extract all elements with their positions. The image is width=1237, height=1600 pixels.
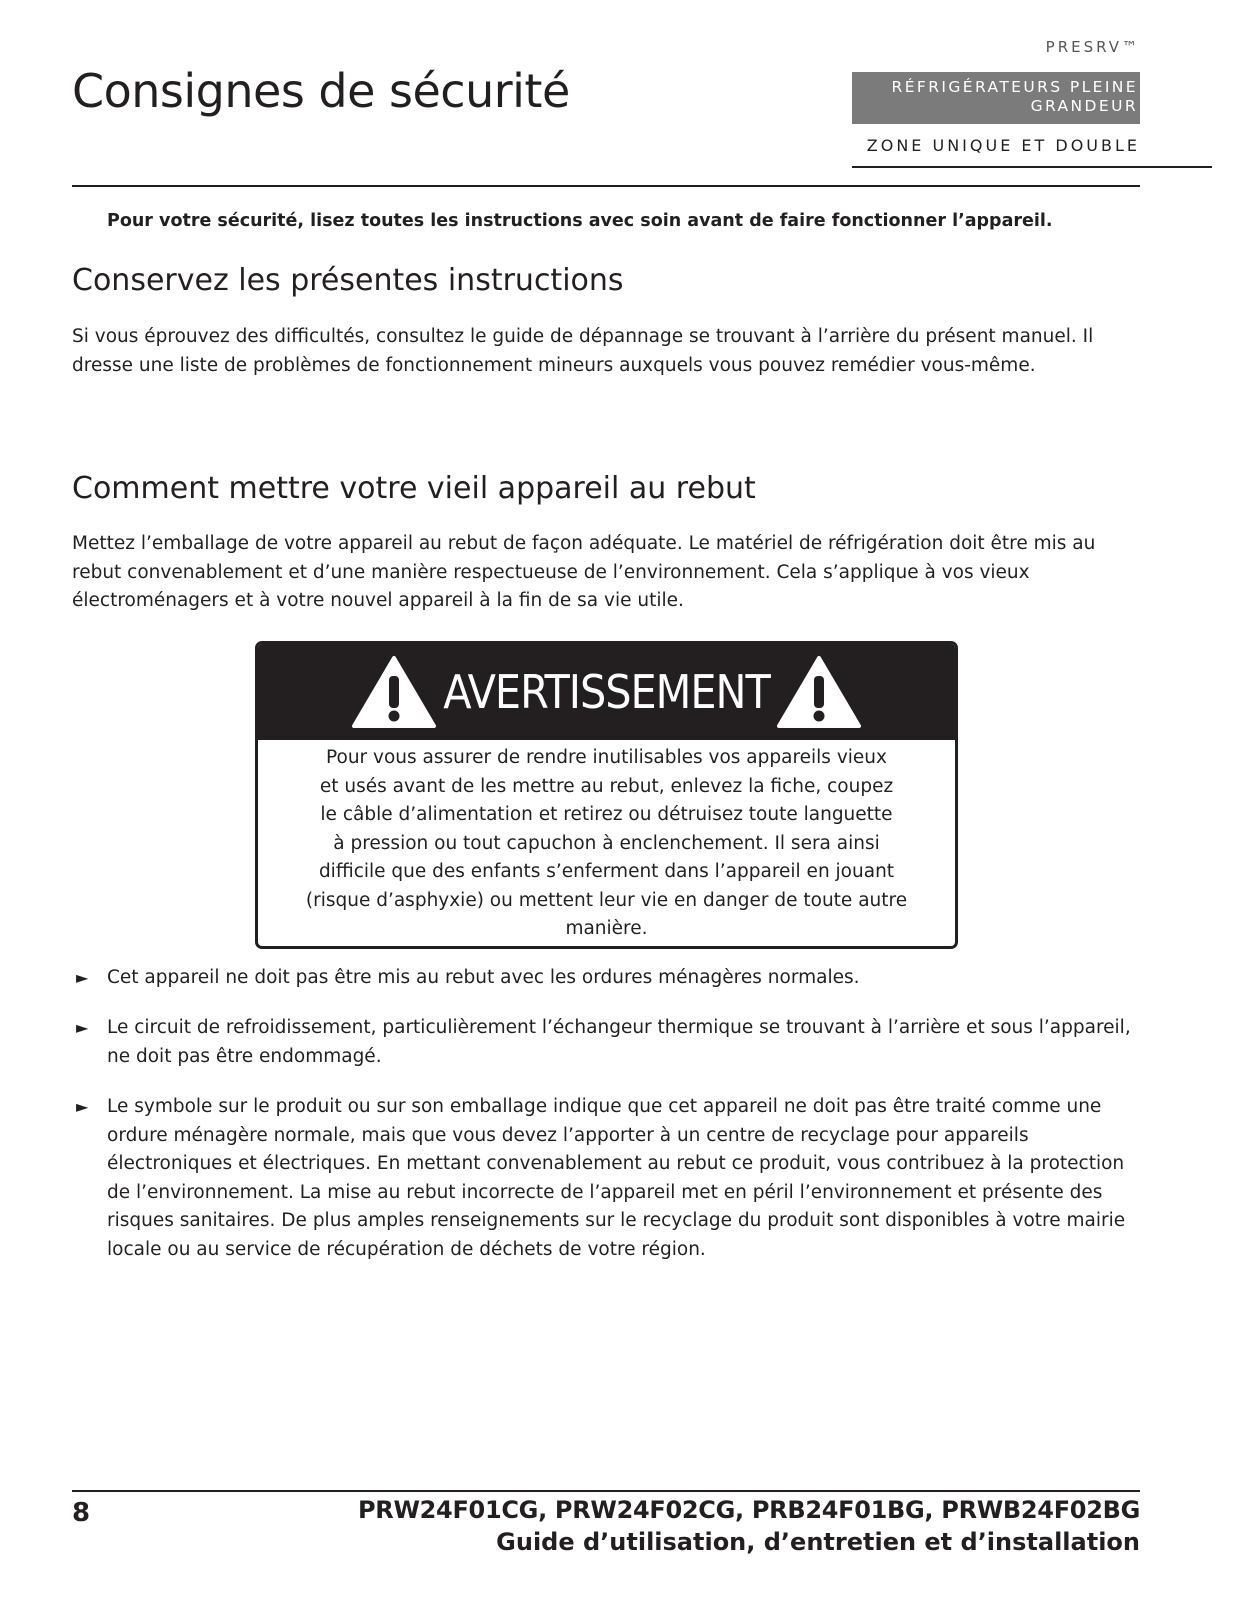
category-line-1: RÉFRIGÉRATEURS PLEINE [891,78,1138,96]
model-numbers: PRW24F01CG, PRW24F02CG, PRB24F01BG, PRWB24F02BG [358,1496,1140,1524]
warning-line: le câble d’alimentation et retirez ou détruisez toute languette [320,804,893,825]
warning-box [255,641,958,949]
list-item [72,964,1147,993]
category-line-2: GRANDEUR [1030,97,1138,115]
header-divider [72,185,1140,187]
list-item [72,1014,1147,1071]
section-heading-disposal: Comment mettre votre vieil appareil au rebut [72,471,756,506]
section-body-keep-instructions: Si vous éprouvez des difficultés, consultez le guide de dépannage se trouvant à l’arrière du présent manuel. Il dresse une liste de problèmes de fonctionnement mineurs auxquels vous pouvez remédier vous-même. [72,326,1094,376]
section-heading-keep-instructions: Conservez les présentes instructions [72,263,624,298]
safety-intro: Pour votre sécurité, lisez toutes les instructions avec soin avant de faire fonctionner l’appareil. [107,211,1053,231]
section-body-disposal: Mettez l’emballage de votre appareil au rebut de façon adéquate. Le matériel de réfrigération doit être mis au rebut convenablement et d’une manière respectueuse de l’environnement. Cela s’applique à vos vieux électroménagers et à votre nouvel appareil à la fin de sa vie utile. [72,533,1096,611]
category-badge [852,72,1140,124]
list-item-text: Le circuit de refroidissement, particulièrement l’échangeur thermique se trouvant à l’arrière et sous l’appareil, ne doit pas être endommagé. [107,1017,1131,1067]
guide-title: Guide d’utilisation, d’entretien et d’installation [496,1528,1140,1556]
warning-line: et usés avant de les mettre au rebut, enlevez la fiche, coupez [319,775,894,797]
warning-triangle-icon [776,654,862,730]
page-number: 8 [72,1498,91,1528]
warning-line: Pour vous assurer de rendre inutilisables vos appareils vieux [326,747,887,768]
warning-text [258,740,955,944]
brand-label: PRESRV™ [1045,38,1140,56]
warning-title: AVERTISSEMENT [443,665,770,719]
footer-divider [72,1490,1140,1492]
list-item-text: Le symbole sur le produit ou sur son emballage indique que cet appareil ne doit pas être traité comme une ordure ménagère normale, mais que vous devez l’apporter à un centre de recyclage pour appareils électroniques et électriques. En mettant convenablement au rebut ce produit, vous contribuez à la protection de l’environnement. La mise au rebut incorrecte de l’appareil met en péril l’environnement et présente des risques sanitaires. De plus amples renseignements sur le recyclage du produit sont disponibles à votre mairie locale ou au service de récupération de déchets de votre région. [107,1096,1126,1260]
warning-line: à pression ou tout capuchon à enclenchement. Il sera ainsi [333,832,880,854]
warning-triangle-icon [351,654,437,730]
warning-line: (risque d’asphyxie) ou mettent leur vie en danger de toute autre [305,889,908,911]
bullet-arrow-icon: ► [76,968,89,987]
zone-divider [852,166,1212,168]
list-item [72,1093,1147,1264]
warning-line: manière. [565,918,648,939]
bullet-arrow-icon: ► [76,1018,89,1037]
warning-header [258,644,955,740]
warning-line: difficile que des enfants s’enferment dans l’appareil en jouant [318,861,895,882]
zone-label: ZONE UNIQUE ET DOUBLE [866,136,1140,155]
list-item-text: Cet appareil ne doit pas être mis au rebut avec les ordures ménagères normales. [107,967,860,988]
bullet-arrow-icon: ► [76,1097,89,1116]
page-title: Consignes de sécurité [72,64,570,118]
